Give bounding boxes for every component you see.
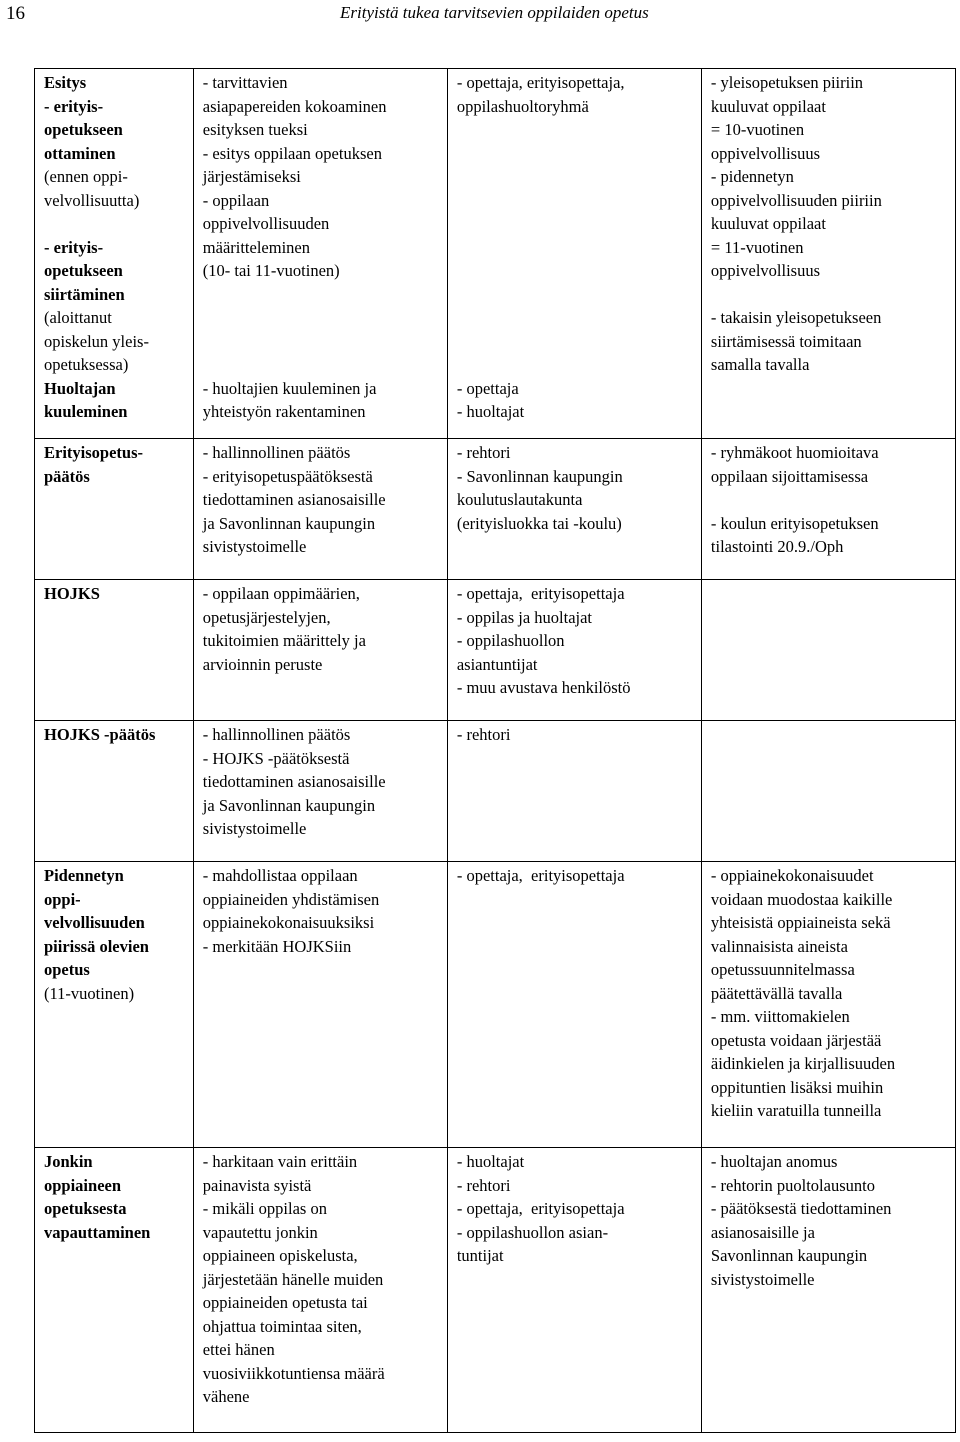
cell-text-line: - rehtori <box>456 725 511 744</box>
blank-line <box>457 212 697 236</box>
cell-text-line: velvollisuutta) <box>44 190 140 210</box>
blank-line <box>457 165 697 189</box>
cell-text-line: Esitys <box>44 73 87 92</box>
cell-text-line: (10- tai 11-vuotinen) <box>202 261 340 280</box>
cell-text-line: = 10-vuotinen <box>710 120 805 139</box>
cell-text-line: valinnaisista aineista <box>710 936 848 956</box>
cell-text-line: - yleisopetuksen piiriin <box>710 73 864 92</box>
cell-text-line: - mm. viittomakielen <box>710 1007 850 1026</box>
cell-text-line: = 11-vuotinen <box>710 237 804 257</box>
cell-text-line: - merkitään HOJKSiin <box>202 936 352 956</box>
cell-text-line: yhteistyön rakentaminen <box>202 402 366 421</box>
cell-text-line: - oppilaan oppimäärien, <box>202 584 360 603</box>
cell-text-line: oppiaineen opiskelusta, <box>202 1246 358 1265</box>
notes-cell <box>701 721 955 862</box>
blank-line <box>711 283 951 307</box>
row-title-cell <box>35 862 194 1148</box>
cell-text-line: kuuluvat oppilaat <box>710 96 826 116</box>
cell-text-line: asianosaisille ja <box>710 1222 815 1242</box>
cell-text-line: oppiaineen <box>44 1175 122 1195</box>
responsible-cell <box>447 69 701 439</box>
cell-text-line: ohjattua toimintaa siten, <box>202 1316 362 1336</box>
cell-text-line: (aloittanut <box>44 308 112 327</box>
cell-text-line: oppituntien lisäksi muihin <box>710 1077 884 1097</box>
cell-text-line: HOJKS <box>44 584 100 603</box>
cell-text-line: vähene <box>202 1387 250 1406</box>
cell-text-line: - erityisopetuspäätöksestä <box>202 466 373 486</box>
cell-text-line: opetussuunnitelmassa <box>710 960 855 979</box>
cell-text-line: ettei hänen <box>202 1340 275 1359</box>
cell-text-line: äidinkielen ja kirjallisuuden <box>710 1054 896 1073</box>
cell-text-line: ottaminen <box>44 143 116 163</box>
notes-cell <box>701 439 955 580</box>
cell-text-line: sivistystoimelle <box>202 537 307 556</box>
cell-text-line: - mahdollistaa oppilaan <box>202 866 358 885</box>
cell-text-line: Jonkin <box>44 1152 93 1171</box>
cell-text-line: oppi- <box>44 889 81 909</box>
cell-text-line: määritteleminen <box>202 237 310 257</box>
cell-text-line: HOJKS -päätös <box>44 725 156 744</box>
blank-line <box>203 306 443 330</box>
cell-text-line: - oppiainekokonaisuudet <box>710 866 874 885</box>
cell-text-line: oppiainekokonaisuuksiksi <box>202 913 375 932</box>
cell-text-line: (11-vuotinen) <box>44 983 135 1003</box>
page-number: 16 <box>6 3 25 24</box>
action-cell <box>193 1148 447 1433</box>
cell-text-line: tukitoimien määrittely ja <box>202 631 366 650</box>
table-row <box>35 721 956 862</box>
cell-text-line: oppivelvollisuus <box>710 261 820 280</box>
table-row <box>35 1148 956 1433</box>
row-title-cell <box>35 69 194 439</box>
cell-text-line: - ryhmäkoot huomioitava <box>710 443 879 462</box>
blank-line <box>203 283 443 307</box>
row-title-cell <box>35 439 194 580</box>
cell-text-line: kuuleminen <box>44 402 128 421</box>
cell-text-line: - opettaja, erityisopettaja, <box>456 73 625 92</box>
cell-text-line: tiedottaminen asianosaisille <box>202 490 386 509</box>
cell-text-line: - opettaja <box>456 378 519 398</box>
cell-text-line: - oppilashuollon asian- <box>456 1222 609 1242</box>
responsible-cell <box>447 1148 701 1433</box>
cell-text-line: - hallinnollinen päätös <box>202 443 351 462</box>
action-cell <box>193 439 447 580</box>
cell-text-line: opetukseen <box>44 261 123 280</box>
cell-text-line: - oppilashuollon <box>456 631 565 650</box>
cell-text-line: opetuksessa) <box>44 355 129 374</box>
cell-text-line: tuntijat <box>456 1246 504 1265</box>
cell-text-line: - takaisin yleisopetukseen <box>710 308 882 327</box>
cell-text-line: kieliin varatuilla tunneilla <box>710 1101 882 1120</box>
cell-text-line: samalla tavalla <box>710 355 810 374</box>
running-title: Erityistä tukea tarvitsevien oppilaiden opetus <box>340 3 649 22</box>
blank-line <box>203 330 443 354</box>
process-table <box>34 68 956 1433</box>
cell-text-line: oppiaineiden opetusta tai <box>202 1293 368 1312</box>
notes-cell <box>701 69 955 439</box>
responsible-cell <box>447 439 701 580</box>
cell-text-line: - päätöksestä tiedottaminen <box>710 1199 892 1218</box>
table-row <box>35 580 956 721</box>
cell-text-line: - huoltajien kuuleminen ja <box>202 378 377 398</box>
cell-text-line: järjestämiseksi <box>202 167 301 186</box>
cell-text-line: päätös <box>44 466 90 486</box>
cell-text-line: opetus <box>44 960 90 979</box>
blank-line <box>457 353 697 377</box>
cell-text-line: tiedottaminen asianosaisille <box>202 772 386 791</box>
cell-text-line: arvioinnin peruste <box>202 654 323 674</box>
cell-text-line: päätettävällä tavalla <box>710 983 843 1003</box>
cell-text-line: siirtäminen <box>44 284 125 304</box>
blank-line <box>457 259 697 283</box>
cell-text-line: Huoltajan <box>44 378 116 398</box>
cell-text-line: velvollisuuden <box>44 913 145 932</box>
cell-text-line: - mikäli oppilas on <box>202 1199 327 1218</box>
cell-text-line: opetukseen <box>44 120 123 139</box>
cell-text-line: vuosiviikkotuntiensa määrä <box>202 1363 385 1383</box>
blank-line <box>457 236 697 260</box>
cell-text-line: voidaan muodostaa kaikille <box>710 889 893 909</box>
responsible-cell <box>447 721 701 862</box>
cell-text-line: - tarvittavien <box>202 73 288 92</box>
notes-cell <box>701 862 955 1148</box>
table-body <box>35 69 956 1433</box>
table-row <box>35 69 956 439</box>
cell-text-line: - muu avustava henkilöstö <box>456 678 631 697</box>
table-row <box>35 439 956 580</box>
cell-text-line: - huoltajat <box>456 1152 525 1171</box>
cell-text-line: - Savonlinnan kaupungin <box>456 466 623 486</box>
cell-text-line: - esitys oppilaan opetuksen <box>202 143 382 163</box>
blank-line <box>457 118 697 142</box>
cell-text-line: - HOJKS -päätöksestä <box>202 748 350 768</box>
blank-line <box>457 189 697 213</box>
cell-text-line: - oppilaan <box>202 190 270 210</box>
cell-text-line: - hallinnollinen päätös <box>202 725 351 744</box>
cell-text-line: sivistystoimelle <box>202 819 307 838</box>
cell-text-line: asiapapereiden kokoaminen <box>202 96 387 116</box>
cell-text-line: Pidennetyn <box>44 866 124 885</box>
cell-text-line: oppilashuoltoryhmä <box>456 96 589 116</box>
cell-text-line: koulutuslautakunta <box>456 490 583 509</box>
blank-line <box>203 353 443 377</box>
cell-text-line: esityksen tueksi <box>202 120 308 139</box>
cell-text-line: asiantuntijat <box>456 654 538 674</box>
cell-text-line: järjestetään hänelle muiden <box>202 1269 384 1289</box>
cell-text-line: Erityisopetus- <box>44 443 143 462</box>
cell-text-line: - opettaja, erityisopettaja <box>456 866 625 885</box>
cell-text-line: - huoltajan anomus <box>710 1152 838 1171</box>
cell-text-line: opetuksesta <box>44 1199 127 1218</box>
action-cell <box>193 69 447 439</box>
row-title-cell <box>35 1148 194 1433</box>
row-title-cell <box>35 721 194 862</box>
blank-line <box>711 488 951 512</box>
page-header <box>0 0 960 30</box>
cell-text-line: vapauttaminen <box>44 1222 151 1242</box>
cell-text-line: oppiaineiden yhdistämisen <box>202 889 380 909</box>
cell-text-line: ja Savonlinnan kaupungin <box>202 795 376 815</box>
blank-line <box>457 283 697 307</box>
cell-text-line: yhteisistä oppiaineista sekä <box>710 913 891 932</box>
cell-text-line: oppivelvollisuuden <box>202 214 330 233</box>
action-cell <box>193 580 447 721</box>
cell-text-line: (erityisluokka tai -koulu) <box>456 513 622 533</box>
blank-line <box>457 330 697 354</box>
blank-line <box>44 212 189 236</box>
cell-text-line: - harkitaan vain erittäin <box>202 1152 358 1171</box>
cell-text-line: sivistystoimelle <box>710 1269 815 1289</box>
cell-text-line: siirtämisessä toimitaan <box>710 331 862 351</box>
cell-text-line: - huoltajat <box>456 402 525 421</box>
responsible-cell <box>447 580 701 721</box>
cell-text-line: painavista syistä <box>202 1175 312 1195</box>
cell-text-line: oppivelvollisuuden piiriin <box>710 190 882 210</box>
action-cell <box>193 721 447 862</box>
cell-text-line: oppivelvollisuus <box>710 143 820 163</box>
cell-text-line: piirissä olevien <box>44 936 149 956</box>
notes-cell <box>701 580 955 721</box>
cell-text-line: ja Savonlinnan kaupungin <box>202 513 376 533</box>
cell-text-line: Savonlinnan kaupungin <box>710 1246 868 1265</box>
cell-text-line: - koulun erityisopetuksen <box>710 513 879 533</box>
blank-line <box>457 306 697 330</box>
cell-text-line: tilastointi 20.9./Oph <box>710 537 844 556</box>
table-row <box>35 862 956 1148</box>
action-cell <box>193 862 447 1148</box>
cell-text-line: - rehtori <box>456 443 511 462</box>
cell-text-line: - erityis- <box>44 96 104 116</box>
notes-cell <box>701 1148 955 1433</box>
cell-text-line: - erityis- <box>44 237 104 257</box>
cell-text-line: - opettaja, erityisopettaja <box>456 1199 625 1218</box>
cell-text-line: - opettaja, erityisopettaja <box>456 584 625 603</box>
cell-text-line: - rehtori <box>456 1175 511 1195</box>
cell-text-line: oppilaan sijoittamisessa <box>710 466 869 486</box>
cell-text-line: opiskelun yleis- <box>44 331 149 351</box>
cell-text-line: vapautettu jonkin <box>202 1222 318 1242</box>
cell-text-line: - oppilas ja huoltajat <box>456 607 593 627</box>
row-title-cell <box>35 580 194 721</box>
cell-text-line: kuuluvat oppilaat <box>710 214 826 233</box>
cell-text-line: - pidennetyn <box>710 167 794 186</box>
cell-text-line: - rehtorin puoltolausunto <box>710 1175 875 1195</box>
cell-text-line: opetusjärjestelyjen, <box>202 607 331 627</box>
cell-text-line: opetusta voidaan järjestää <box>710 1030 882 1050</box>
blank-line <box>457 142 697 166</box>
responsible-cell <box>447 862 701 1148</box>
cell-text-line: (ennen oppi- <box>44 167 128 186</box>
